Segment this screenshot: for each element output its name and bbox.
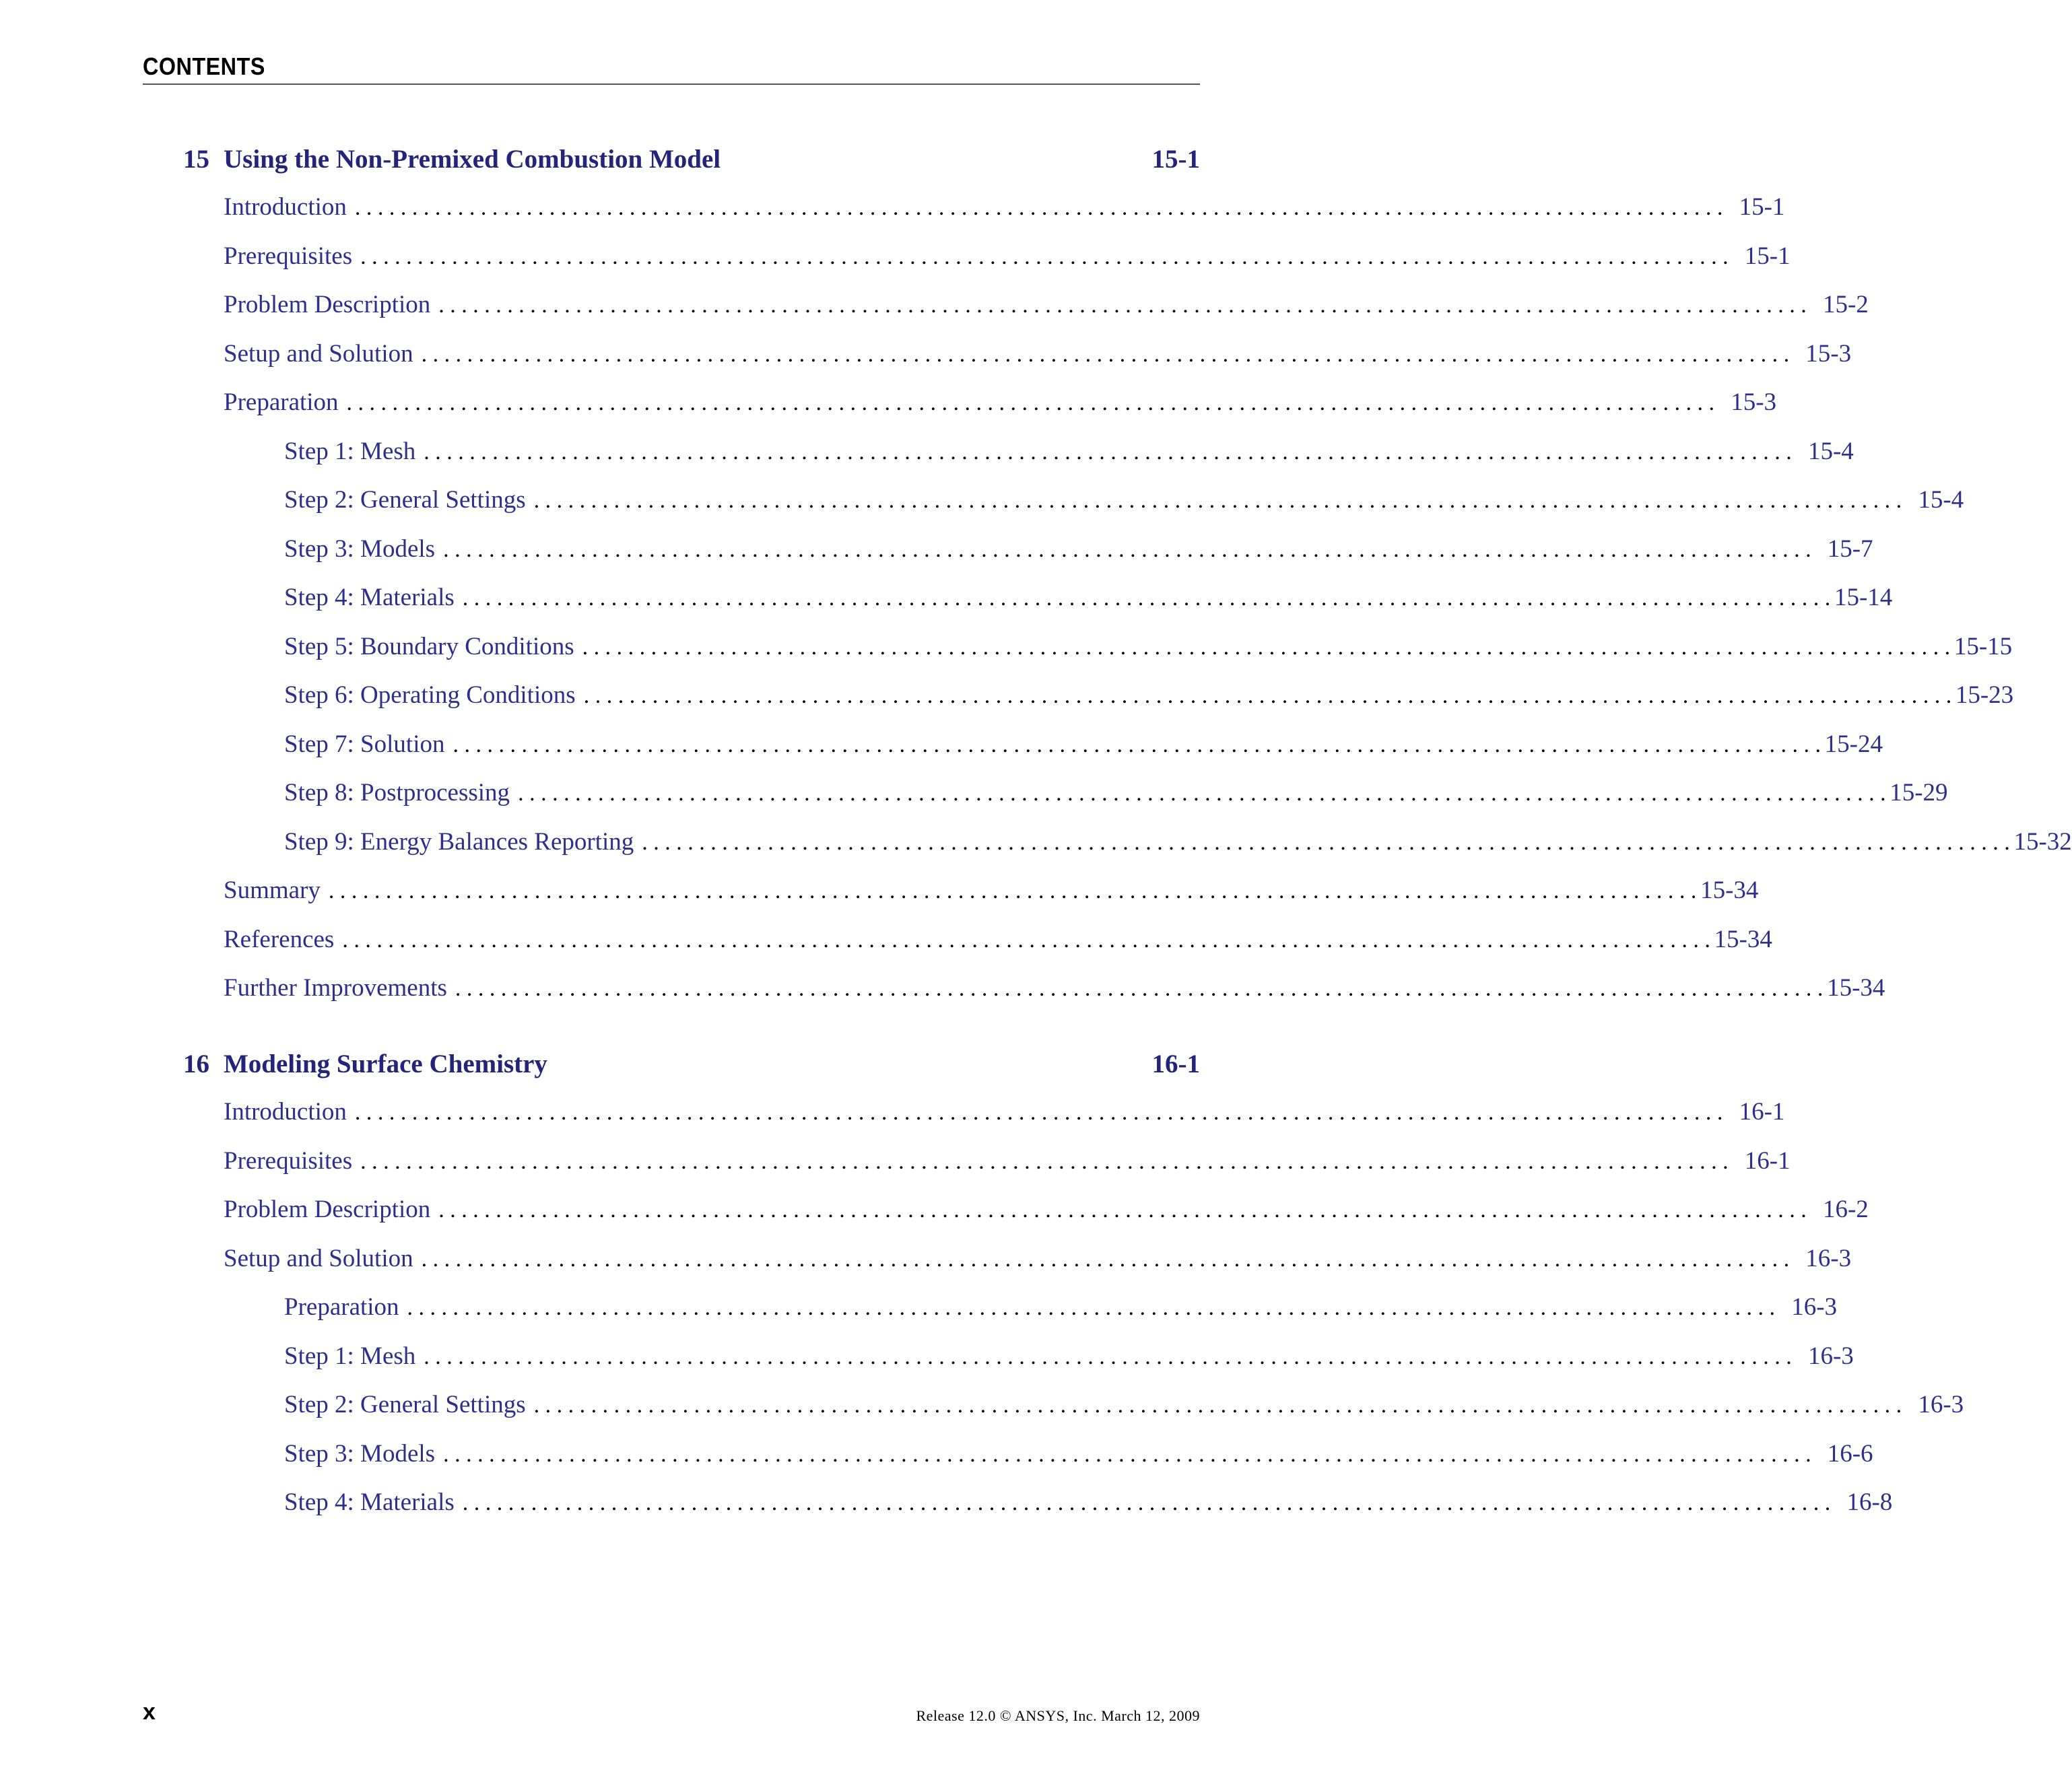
toc-entry[interactable]	[224, 1244, 1852, 1278]
chapter-page[interactable]: 15-1	[1151, 145, 1200, 174]
dot-leader: . . . . . . . . . . . . . . . . . . . . . . . . . . . . . . . . . . . . . . . . . . . . . . . . . . . . . . . . . . . . . . . . . . . . . . . . . . . . . . . . . . . . . . . . . . . . . . . . . . . . . . . . . . . . . . . . . . . . . . . .	[642, 830, 2010, 855]
chapter-title[interactable]: Using the Non-Premixed Combustion Model	[224, 145, 721, 174]
toc-entry-page[interactable]: 15-4	[1807, 438, 1854, 465]
toc-entry[interactable]	[224, 290, 1869, 324]
toc-entry-page[interactable]: 15-34	[1700, 877, 1759, 904]
dot-leader: . . . . . . . . . . . . . . . . . . . . . . . . . . . . . . . . . . . . . . . . . . . . . . . . . . . . . . . . . . . . . . . . . . . . . . . . . . . . . . . . . . . . . . . . . . . . . . . . . . . . . . . . . . . . . . . . . . . . . . . .	[346, 390, 1715, 415]
toc-entry-label[interactable]: Step 8: Postprocessing	[284, 779, 510, 807]
toc-entry-page[interactable]: 16-2	[1822, 1196, 1869, 1223]
dot-leader: . . . . . . . . . . . . . . . . . . . . . . . . . . . . . . . . . . . . . . . . . . . . . . . . . . . . . . . . . . . . . . . . . . . . . . . . . . . . . . . . . . . . . . . . . . . . . . . . . . . . . . . . . . . . . . . . . . . . . . . .	[438, 1198, 1807, 1223]
toc-entry[interactable]	[224, 876, 1759, 910]
dot-leader: . . . . . . . . . . . . . . . . . . . . . . . . . . . . . . . . . . . . . . . . . . . . . . . . . . . . . . . . . . . . . . . . . . . . . . . . . . . . . . . . . . . . . . . . . . . . . . . . . . . . . . . . . . . . . . . . . . . . . . . .	[424, 440, 1792, 465]
toc-entry[interactable]	[284, 437, 1854, 471]
toc-entry-page[interactable]: 15-14	[1834, 584, 1893, 611]
dot-leader: . . . . . . . . . . . . . . . . . . . . . . . . . . . . . . . . . . . . . . . . . . . . . . . . . . . . . . . . . . . . . . . . . . . . . . . . . . . . . . . . . . . . . . . . . . . . . . . . . . . . . . . . . . . . . . . . . . . . . . . .	[462, 1490, 1831, 1515]
toc-entry-label[interactable]: Step 9: Energy Balances Reporting	[284, 828, 634, 856]
toc-entry-label[interactable]: Setup and Solution	[224, 340, 413, 368]
toc-entry-page[interactable]: 15-3	[1805, 340, 1852, 368]
chapter-number: 16	[183, 1050, 209, 1078]
toc-entry[interactable]	[284, 1293, 1838, 1326]
chapter-page[interactable]: 16-1	[1151, 1050, 1200, 1078]
dot-leader: . . . . . . . . . . . . . . . . . . . . . . . . . . . . . . . . . . . . . . . . . . . . . . . . . . . . . . . . . . . . . . . . . . . . . . . . . . . . . . . . . . . . . . . . . . . . . . . . . . . . . . . . . . . . . . . . . . . . . . . .	[533, 488, 1902, 513]
dot-leader: . . . . . . . . . . . . . . . . . . . . . . . . . . . . . . . . . . . . . . . . . . . . . . . . . . . . . . . . . . . . . . . . . . . . . . . . . . . . . . . . . . . . . . . . . . . . . . . . . . . . . . . . . . . . . . . . . . . . . . . .	[518, 781, 1886, 806]
toc-entry[interactable]	[284, 1390, 1964, 1424]
toc-entry[interactable]	[284, 1439, 1873, 1473]
toc-entry[interactable]	[224, 339, 1852, 373]
dot-leader: . . . . . . . . . . . . . . . . . . . . . . . . . . . . . . . . . . . . . . . . . . . . . . . . . . . . . . . . . . . . . . . . . . . . . . . . . . . . . . . . . . . . . . . . . . . . . . . . . . . . . . . . . . . . . . . . . . . . . . . .	[583, 683, 1952, 708]
toc-entry[interactable]	[284, 730, 1883, 763]
chapter-number: 15	[183, 145, 209, 174]
toc-entry-page[interactable]: 15-24	[1824, 730, 1883, 758]
toc-entry[interactable]	[284, 1342, 1854, 1375]
dot-leader: . . . . . . . . . . . . . . . . . . . . . . . . . . . . . . . . . . . . . . . . . . . . . . . . . . . . . . . . . . . . . . . . . . . . . . . . . . . . . . . . . . . . . . . . . . . . . . . . . . . . . . . . . . . . . . . . . . . . . . . .	[354, 195, 1723, 220]
toc-entry-label[interactable]: Step 2: General Settings	[284, 486, 526, 514]
toc-entry-label[interactable]: Introduction	[224, 1098, 347, 1126]
running-head-title: CONTENTS	[143, 53, 265, 80]
toc-entry-label[interactable]: Step 3: Models	[284, 1440, 436, 1468]
footer-release-line: Release 12.0 © ANSYS, Inc. March 12, 2009	[916, 1707, 1200, 1724]
toc-entry-label[interactable]: Step 1: Mesh	[284, 438, 416, 465]
chapter-heading-15[interactable]	[183, 144, 1200, 182]
dot-leader: . . . . . . . . . . . . . . . . . . . . . . . . . . . . . . . . . . . . . . . . . . . . . . . . . . . . . . . . . . . . . . . . . . . . . . . . . . . . . . . . . . . . . . . . . . . . . . . . . . . . . . . . . . . . . . . . . . . . . . . .	[360, 244, 1729, 269]
toc-entry[interactable]	[284, 681, 2014, 714]
toc-entry-page[interactable]: 16-8	[1846, 1488, 1893, 1516]
toc-entry[interactable]	[284, 632, 2013, 666]
toc-entry-page[interactable]: 16-3	[1791, 1293, 1838, 1321]
toc-entry[interactable]	[284, 1488, 1893, 1521]
toc-entry-page[interactable]: 16-6	[1827, 1440, 1873, 1468]
toc-entry[interactable]	[224, 925, 1772, 959]
toc-entry-page[interactable]: 15-23	[1955, 681, 2014, 709]
toc-entry-page[interactable]: 15-7	[1827, 535, 1873, 563]
toc-entry-label[interactable]: Step 6: Operating Conditions	[284, 681, 576, 709]
toc-entry[interactable]	[224, 1097, 1785, 1131]
dot-leader: . . . . . . . . . . . . . . . . . . . . . . . . . . . . . . . . . . . . . . . . . . . . . . . . . . . . . . . . . . . . . . . . . . . . . . . . . . . . . . . . . . . . . . . . . . . . . . . . . . . . . . . . . . . . . . . . . . . . . . . .	[421, 1247, 1790, 1272]
toc-entry[interactable]	[284, 485, 1964, 519]
toc-entry-label[interactable]: Step 5: Boundary Conditions	[284, 633, 574, 660]
dot-leader: . . . . . . . . . . . . . . . . . . . . . . . . . . . . . . . . . . . . . . . . . . . . . . . . . . . . . . . . . . . . . . . . . . . . . . . . . . . . . . . . . . . . . . . . . . . . . . . . . . . . . . . . . . . . . . . . . . . . . . . .	[438, 293, 1807, 318]
toc-entry[interactable]	[224, 388, 1777, 421]
chapter-title[interactable]: Modeling Surface Chemistry	[224, 1050, 547, 1078]
toc-entry-page[interactable]: 15-32	[2013, 828, 2072, 856]
dot-leader: . . . . . . . . . . . . . . . . . . . . . . . . . . . . . . . . . . . . . . . . . . . . . . . . . . . . . . . . . . . . . . . . . . . . . . . . . . . . . . . . . . . . . . . . . . . . . . . . . . . . . . . . . . . . . . . . . . . . . . . .	[443, 1442, 1811, 1467]
toc-entry[interactable]	[224, 973, 1885, 1007]
dot-leader: . . . . . . . . . . . . . . . . . . . . . . . . . . . . . . . . . . . . . . . . . . . . . . . . . . . . . . . . . . . . . . . . . . . . . . . . . . . . . . . . . . . . . . . . . . . . . . . . . . . . . . . . . . . . . . . . . . . . . . . .	[424, 1344, 1792, 1369]
toc-entry-label[interactable]: Step 4: Materials	[284, 1488, 455, 1516]
toc-entry-page[interactable]: 15-34	[1827, 974, 1885, 1002]
toc-entry-label[interactable]: Step 4: Materials	[284, 584, 455, 611]
dot-leader: . . . . . . . . . . . . . . . . . . . . . . . . . . . . . . . . . . . . . . . . . . . . . . . . . . . . . . . . . . . . . . . . . . . . . . . . . . . . . . . . . . . . . . . . . . . . . . . . . . . . . . . . . . . . . . . . . . . . . . . .	[342, 928, 1710, 953]
toc-entry-label[interactable]: Prerequisites	[224, 1147, 353, 1175]
dot-leader: . . . . . . . . . . . . . . . . . . . . . . . . . . . . . . . . . . . . . . . . . . . . . . . . . . . . . . . . . . . . . . . . . . . . . . . . . . . . . . . . . . . . . . . . . . . . . . . . . . . . . . . . . . . . . . . . . . . . . . . .	[582, 635, 1951, 660]
toc-entry-page[interactable]: 16-1	[1744, 1147, 1791, 1175]
dot-leader: . . . . . . . . . . . . . . . . . . . . . . . . . . . . . . . . . . . . . . . . . . . . . . . . . . . . . . . . . . . . . . . . . . . . . . . . . . . . . . . . . . . . . . . . . . . . . . . . . . . . . . . . . . . . . . . . . . . . . . . .	[455, 976, 1824, 1001]
toc-entry[interactable]	[224, 242, 1791, 275]
toc-entry-page[interactable]: 15-1	[1744, 242, 1791, 270]
toc-entry-page[interactable]: 15-29	[1890, 779, 1948, 807]
dot-leader: . . . . . . . . . . . . . . . . . . . . . . . . . . . . . . . . . . . . . . . . . . . . . . . . . . . . . . . . . . . . . . . . . . . . . . . . . . . . . . . . . . . . . . . . . . . . . . . . . . . . . . . . . . . . . . . . . . . . . . . .	[462, 586, 1831, 611]
toc-entry[interactable]	[224, 193, 1785, 226]
toc-entry-label[interactable]: Step 7: Solution	[284, 730, 445, 758]
toc-entry[interactable]	[284, 778, 1948, 812]
toc-entry-page[interactable]: 15-4	[1918, 486, 1964, 514]
toc-entry-label[interactable]: Prerequisites	[224, 242, 353, 270]
toc-entry[interactable]	[224, 1146, 1791, 1180]
toc-entry-page[interactable]: 16-3	[1805, 1245, 1852, 1272]
chapter-heading-16[interactable]	[183, 1049, 1200, 1087]
toc-entry-label[interactable]: Problem Description	[224, 291, 431, 318]
toc-entry[interactable]	[284, 827, 2072, 861]
dot-leader: . . . . . . . . . . . . . . . . . . . . . . . . . . . . . . . . . . . . . . . . . . . . . . . . . . . . . . . . . . . . . . . . . . . . . . . . . . . . . . . . . . . . . . . . . . . . . . . . . . . . . . . . . . . . . . . . . . . . . . . .	[328, 879, 1697, 903]
toc-entry-label[interactable]: Preparation	[224, 388, 339, 416]
toc-entry-page[interactable]: 15-15	[1953, 633, 2013, 660]
toc-entry-label[interactable]: References	[224, 926, 335, 953]
toc-entry-label[interactable]: Further Improvements	[224, 974, 447, 1002]
toc-entry[interactable]	[284, 583, 1893, 617]
dot-leader: . . . . . . . . . . . . . . . . . . . . . . . . . . . . . . . . . . . . . . . . . . . . . . . . . . . . . . . . . . . . . . . . . . . . . . . . . . . . . . . . . . . . . . . . . . . . . . . . . . . . . . . . . . . . . . . . . . . . . . . .	[354, 1100, 1723, 1125]
toc-entry-page[interactable]: 16-1	[1739, 1098, 1785, 1126]
toc-entry-label[interactable]: Summary	[224, 877, 321, 904]
toc-entry-label[interactable]: Introduction	[224, 193, 347, 221]
toc-entry-page[interactable]: 15-34	[1714, 926, 1772, 953]
dot-leader: . . . . . . . . . . . . . . . . . . . . . . . . . . . . . . . . . . . . . . . . . . . . . . . . . . . . . . . . . . . . . . . . . . . . . . . . . . . . . . . . . . . . . . . . . . . . . . . . . . . . . . . . . . . . . . . . . . . . . . . .	[453, 732, 1821, 757]
toc-entry-page[interactable]: 15-2	[1822, 291, 1869, 318]
toc-entry[interactable]	[284, 535, 1873, 568]
toc-entry-label[interactable]: Setup and Solution	[224, 1245, 413, 1272]
toc-entry-label[interactable]: Problem Description	[224, 1196, 431, 1223]
dot-leader: . . . . . . . . . . . . . . . . . . . . . . . . . . . . . . . . . . . . . . . . . . . . . . . . . . . . . . . . . . . . . . . . . . . . . . . . . . . . . . . . . . . . . . . . . . . . . . . . . . . . . . . . . . . . . . . . . . . . . . . .	[407, 1295, 1776, 1320]
toc-entry-label[interactable]: Step 3: Models	[284, 535, 436, 563]
toc-entry-page[interactable]: 16-3	[1918, 1391, 1964, 1418]
footer-page-number: x	[143, 1699, 156, 1725]
toc-entry-page[interactable]: 16-3	[1807, 1342, 1854, 1370]
dot-leader: . . . . . . . . . . . . . . . . . . . . . . . . . . . . . . . . . . . . . . . . . . . . . . . . . . . . . . . . . . . . . . . . . . . . . . . . . . . . . . . . . . . . . . . . . . . . . . . . . . . . . . . . . . . . . . . . . . . . . . . .	[533, 1393, 1902, 1418]
dot-leader: . . . . . . . . . . . . . . . . . . . . . . . . . . . . . . . . . . . . . . . . . . . . . . . . . . . . . . . . . . . . . . . . . . . . . . . . . . . . . . . . . . . . . . . . . . . . . . . . . . . . . . . . . . . . . . . . . . . . . . . .	[360, 1149, 1729, 1174]
dot-leader: . . . . . . . . . . . . . . . . . . . . . . . . . . . . . . . . . . . . . . . . . . . . . . . . . . . . . . . . . . . . . . . . . . . . . . . . . . . . . . . . . . . . . . . . . . . . . . . . . . . . . . . . . . . . . . . . . . . . . . . .	[421, 342, 1790, 367]
toc-entry-label[interactable]: Step 2: General Settings	[284, 1391, 526, 1418]
toc-entry-label[interactable]: Preparation	[284, 1293, 399, 1321]
toc-entry-label[interactable]: Step 1: Mesh	[284, 1342, 416, 1370]
toc-entry[interactable]	[224, 1195, 1869, 1229]
dot-leader: . . . . . . . . . . . . . . . . . . . . . . . . . . . . . . . . . . . . . . . . . . . . . . . . . . . . . . . . . . . . . . . . . . . . . . . . . . . . . . . . . . . . . . . . . . . . . . . . . . . . . . . . . . . . . . . . . . . . . . . .	[443, 537, 1811, 562]
toc-entry-page[interactable]: 15-3	[1731, 388, 1777, 416]
toc-entry-page[interactable]: 15-1	[1739, 193, 1785, 221]
